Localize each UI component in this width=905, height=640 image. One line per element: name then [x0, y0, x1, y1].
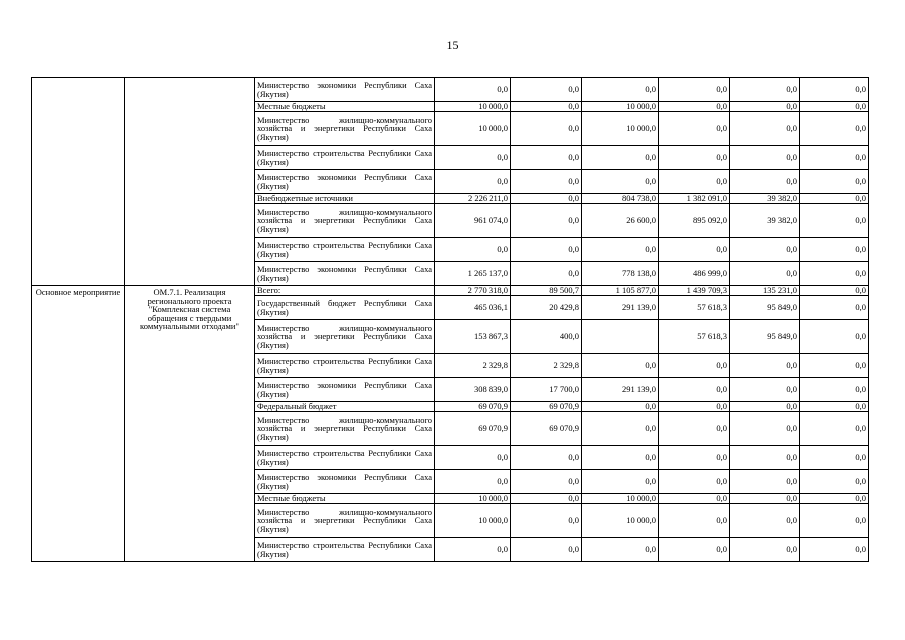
amount-cell: 0,0: [659, 446, 730, 470]
amount-cell: 0,0: [582, 78, 659, 102]
amount-cell: 0,0: [435, 238, 511, 262]
amount-cell: 17 700,0: [511, 378, 582, 402]
amount-cell: 0,0: [511, 538, 582, 562]
amount-cell: 69 070,9: [435, 402, 511, 412]
funding-source-cell: Государственный бюджет Республики Саха (Якутия): [255, 296, 435, 320]
amount-cell: 0,0: [800, 504, 869, 538]
amount-cell: 0,0: [800, 470, 869, 494]
amount-cell: 0,0: [800, 402, 869, 412]
amount-cell: 1 382 091,0: [659, 194, 730, 204]
amount-cell: 0,0: [435, 78, 511, 102]
amount-cell: 0,0: [511, 238, 582, 262]
funding-source-cell: Министерство жилищно-коммунального хозяйства и энергетики Республики Саха (Якутия): [255, 320, 435, 354]
amount-cell: 2 226 211,0: [435, 194, 511, 204]
amount-cell: 0,0: [800, 112, 869, 146]
amount-cell: 0,0: [800, 320, 869, 354]
amount-cell: 0,0: [511, 262, 582, 286]
amount-cell: 0,0: [730, 446, 800, 470]
funding-source-cell: Федеральный бюджет: [255, 402, 435, 412]
financing-table-body: [32, 78, 869, 562]
funding-source-cell: Министерство экономики Республики Саха (Якутия): [255, 170, 435, 194]
event-type-cell: [32, 78, 125, 286]
amount-cell: 0,0: [435, 538, 511, 562]
amount-cell: 291 139,0: [582, 378, 659, 402]
funding-source-cell: Министерство жилищно-коммунального хозяйства и энергетики Республики Саха (Якутия): [255, 412, 435, 446]
amount-cell: 961 074,0: [435, 204, 511, 238]
amount-cell: 0,0: [659, 170, 730, 194]
amount-cell: 0,0: [800, 194, 869, 204]
amount-cell: 0,0: [730, 146, 800, 170]
amount-cell: 0,0: [511, 102, 582, 112]
amount-cell: 95 849,0: [730, 320, 800, 354]
amount-cell: 2 329,8: [435, 354, 511, 378]
amount-cell: 1 265 137,0: [435, 262, 511, 286]
amount-cell: 0,0: [659, 378, 730, 402]
funding-source-cell: Министерство строительства Республики Саха (Якутия): [255, 446, 435, 470]
amount-cell: 10 000,0: [435, 494, 511, 504]
amount-cell: 0,0: [582, 402, 659, 412]
amount-cell: 0,0: [730, 170, 800, 194]
amount-cell: 0,0: [582, 446, 659, 470]
amount-cell: 0,0: [511, 470, 582, 494]
amount-cell: 0,0: [435, 446, 511, 470]
amount-cell: 10 000,0: [582, 494, 659, 504]
amount-cell: 0,0: [800, 238, 869, 262]
amount-cell: 0,0: [511, 446, 582, 470]
amount-cell: 0,0: [511, 170, 582, 194]
amount-cell: 0,0: [730, 402, 800, 412]
funding-source-cell: Местные бюджеты: [255, 102, 435, 112]
amount-cell: 57 618,3: [659, 296, 730, 320]
amount-cell: 0,0: [730, 262, 800, 286]
amount-cell: 0,0: [582, 354, 659, 378]
event-type-cell: Основное мероприятие: [32, 286, 125, 562]
amount-cell: 0,0: [659, 238, 730, 262]
amount-cell: 0,0: [511, 194, 582, 204]
amount-cell: 0,0: [800, 286, 869, 296]
amount-cell: 0,0: [800, 146, 869, 170]
amount-cell: 39 382,0: [730, 194, 800, 204]
amount-cell: 0,0: [511, 504, 582, 538]
amount-cell: 69 070,9: [435, 412, 511, 446]
amount-cell: 69 070,9: [511, 402, 582, 412]
amount-cell: 0,0: [435, 146, 511, 170]
amount-cell: 0,0: [800, 102, 869, 112]
amount-cell: 135 231,0: [730, 286, 800, 296]
amount-cell: 0,0: [730, 538, 800, 562]
amount-cell: 153 867,3: [435, 320, 511, 354]
funding-source-cell: Министерство жилищно-коммунального хозяйства и энергетики Республики Саха (Якутия): [255, 112, 435, 146]
funding-source-cell: Министерство строительства Республики Саха (Якутия): [255, 238, 435, 262]
amount-cell: 26 600,0: [582, 204, 659, 238]
amount-cell: 804 738,0: [582, 194, 659, 204]
amount-cell: 0,0: [582, 146, 659, 170]
amount-cell: 0,0: [730, 238, 800, 262]
amount-cell: 0,0: [659, 538, 730, 562]
amount-cell: [582, 320, 659, 354]
amount-cell: 0,0: [730, 78, 800, 102]
amount-cell: 0,0: [659, 412, 730, 446]
funding-source-cell: Министерство строительства Республики Саха (Якутия): [255, 538, 435, 562]
amount-cell: 0,0: [511, 494, 582, 504]
amount-cell: 95 849,0: [730, 296, 800, 320]
table-row: [32, 286, 869, 296]
amount-cell: 0,0: [659, 504, 730, 538]
amount-cell: 0,0: [800, 354, 869, 378]
amount-cell: 89 500,7: [511, 286, 582, 296]
amount-cell: 0,0: [582, 470, 659, 494]
amount-cell: 10 000,0: [435, 504, 511, 538]
amount-cell: 0,0: [800, 78, 869, 102]
funding-source-cell: Министерство экономики Республики Саха (Якутия): [255, 78, 435, 102]
amount-cell: 0,0: [659, 494, 730, 504]
amount-cell: 0,0: [730, 504, 800, 538]
amount-cell: 0,0: [511, 112, 582, 146]
amount-cell: 20 429,8: [511, 296, 582, 320]
amount-cell: 0,0: [582, 538, 659, 562]
amount-cell: 10 000,0: [582, 504, 659, 538]
amount-cell: 10 000,0: [582, 102, 659, 112]
amount-cell: 0,0: [659, 470, 730, 494]
amount-cell: 0,0: [582, 170, 659, 194]
funding-source-cell: Министерство экономики Республики Саха (Якутия): [255, 470, 435, 494]
amount-cell: 0,0: [730, 412, 800, 446]
amount-cell: 0,0: [659, 112, 730, 146]
amount-cell: 1 105 877,0: [582, 286, 659, 296]
amount-cell: 10 000,0: [435, 102, 511, 112]
amount-cell: 10 000,0: [435, 112, 511, 146]
funding-source-cell: Министерство строительства Республики Саха (Якутия): [255, 354, 435, 378]
funding-source-cell: Министерство жилищно-коммунального хозяйства и энергетики Республики Саха (Якутия): [255, 204, 435, 238]
amount-cell: 400,0: [511, 320, 582, 354]
amount-cell: 0,0: [800, 538, 869, 562]
event-name-cell: ОМ.7.1. Реализация регионального проекта "Комплексная система обращения с твердыми коммунальными отходами": [125, 286, 255, 562]
amount-cell: 0,0: [435, 470, 511, 494]
amount-cell: 778 138,0: [582, 262, 659, 286]
amount-cell: 0,0: [800, 170, 869, 194]
amount-cell: 1 439 709,3: [659, 286, 730, 296]
amount-cell: 0,0: [435, 170, 511, 194]
amount-cell: 0,0: [659, 102, 730, 112]
amount-cell: 0,0: [800, 296, 869, 320]
amount-cell: 465 036,1: [435, 296, 511, 320]
amount-cell: 0,0: [800, 446, 869, 470]
funding-source-cell: Министерство экономики Республики Саха (Якутия): [255, 262, 435, 286]
event-name-cell: [125, 78, 255, 286]
amount-cell: 0,0: [659, 146, 730, 170]
amount-cell: 308 839,0: [435, 378, 511, 402]
amount-cell: 0,0: [730, 354, 800, 378]
amount-cell: 0,0: [800, 494, 869, 504]
amount-cell: 0,0: [730, 102, 800, 112]
amount-cell: 69 070,9: [511, 412, 582, 446]
amount-cell: 486 999,0: [659, 262, 730, 286]
amount-cell: 0,0: [582, 238, 659, 262]
amount-cell: 291 139,0: [582, 296, 659, 320]
amount-cell: 0,0: [800, 262, 869, 286]
amount-cell: 0,0: [730, 112, 800, 146]
funding-source-cell: Министерство строительства Республики Саха (Якутия): [255, 146, 435, 170]
amount-cell: 0,0: [659, 354, 730, 378]
table-row: [32, 78, 869, 102]
amount-cell: 0,0: [511, 78, 582, 102]
amount-cell: 0,0: [730, 470, 800, 494]
funding-source-cell: Министерство экономики Республики Саха (Якутия): [255, 378, 435, 402]
amount-cell: 2 329,8: [511, 354, 582, 378]
funding-source-cell: Местные бюджеты: [255, 494, 435, 504]
amount-cell: 39 382,0: [730, 204, 800, 238]
amount-cell: 57 618,3: [659, 320, 730, 354]
amount-cell: 0,0: [511, 146, 582, 170]
amount-cell: 0,0: [730, 378, 800, 402]
amount-cell: 895 092,0: [659, 204, 730, 238]
funding-source-cell: Министерство жилищно-коммунального хозяйства и энергетики Республики Саха (Якутия): [255, 504, 435, 538]
amount-cell: 0,0: [730, 494, 800, 504]
amount-cell: 0,0: [800, 378, 869, 402]
page-number: 15: [446, 38, 459, 52]
amount-cell: 0,0: [659, 78, 730, 102]
amount-cell: 0,0: [800, 412, 869, 446]
amount-cell: 0,0: [800, 204, 869, 238]
amount-cell: 0,0: [511, 204, 582, 238]
amount-cell: 0,0: [659, 402, 730, 412]
amount-cell: 0,0: [582, 412, 659, 446]
amount-cell: 2 770 318,0: [435, 286, 511, 296]
amount-cell: 10 000,0: [582, 112, 659, 146]
funding-source-cell: Внебюджетные источники: [255, 194, 435, 204]
financing-table: [31, 77, 869, 562]
funding-source-cell: Всего:: [255, 286, 435, 296]
